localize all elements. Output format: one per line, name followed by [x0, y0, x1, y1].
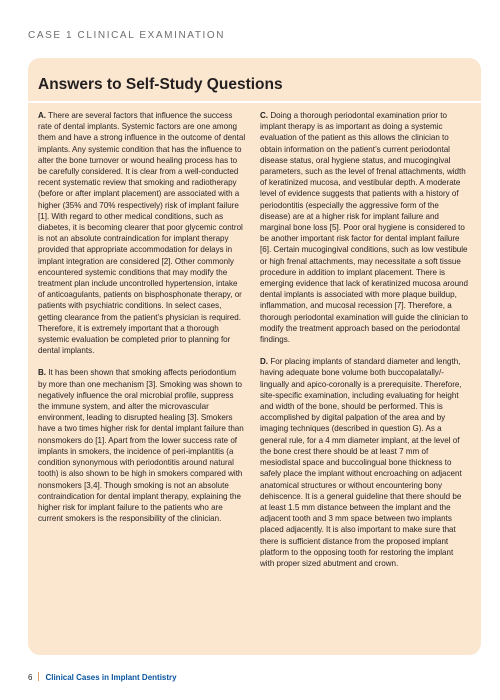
answer-c-letter: C. — [260, 111, 269, 120]
footer-separator — [38, 672, 39, 681]
left-column — [38, 110, 246, 535]
answer-b — [38, 367, 246, 524]
answer-a-text: There are several factors that influence the success rate of dental implants. Systemic factors are one among them and have a strong influence in the outcome of dental implants. Any systemic condition that has the influence to alter the bone turnover or wound healing process has to be carefully considered. It is clear from a well-conducted recent systematic review that smoking and radiotherapy (before or after implant placement) are associated with a higher (35% and 70% respectively) risk of implant failure [1]. With regard to other medical conditions, such as diabetes, it is becoming clearer that poor glycemic control is not an absolute contraindication for implant therapy provided that appropriate accommodation for delays in implant integration are considered [2]. Other commonly encountered systemic conditions that may modify the treatment plan include uncontrolled hypertension, intake of anticoagulants, patients on bisphosphonate therapy, or patients with psychiatric conditions. In select cases, getting clearance from the patient’s physician is required. Therefore, it is extremely important that a thorough systemic evaluation be completed prior to planning for dental implants. — [38, 111, 246, 356]
answer-b-text: It has been shown that smoking affects periodontium by more than one mechanism [3]. Smoking was shown to negatively influence the oral microbial profile, suppress the immune system, and alter the microvascular environment, leading to disrupted healing [3]. Smokers have a two times higher risk for dental implant failure than nonsmokers do [1]. Apart from the lower success rate of implants in smokers, the incidence of peri-implantitis (a condition synonymous with periodontitis around natural tooth) is also shown to be high in smokers compared with nonsmokers [3,4]. Though smoking is not an absolute contraindication for dental implant therapy, explaining the higher risk for implant failure to the patients who are current smokers is the responsibility of the clinician. — [38, 368, 244, 524]
section-title: Answers to Self-Study Questions — [38, 76, 283, 93]
page-footer — [28, 672, 177, 682]
title-divider — [28, 101, 481, 103]
book-title: Clinical Cases in Implant Dentistry — [45, 673, 177, 682]
answer-d-letter: D. — [260, 357, 269, 367]
answer-d-text: For placing implants of standard diameter and length, having adequate bone volume both buccopalatally/-lingually and apico-coronally is a prerequisite. Therefore, site-specific examination, including evaluating for height and width of the bone, should be performed. This is accomplished by digital palpation of the area and by imaging techniques (described in question G). As a general rule, for a 4 mm diameter implant, at the level of the bone crest there should be at least 7 mm of mesiodistal space and buccolingual bone thickness to safely place the implant without encroaching on adjacent anatomical structures or without encountering bony dehiscence. It is a general guideline that there should be at least 1.5 mm distance between the implant and the adjacent tooth and 3 mm space between two implants placed adjacently. It is also important to make sure that there is sufficient distance from the proposed implant platform to the opposing tooth for restoring the implant with proper sized abutment and crown. — [260, 357, 462, 568]
answer-a — [38, 110, 246, 356]
right-column — [260, 110, 468, 580]
running-head: CASE 1 CLINICAL EXAMINATION — [28, 30, 226, 41]
answer-d — [260, 356, 468, 569]
answer-c-text: Doing a thorough periodontal examination prior to implant therapy is as important as doing a systemic evaluation of the patient as this allows the clinician to obtain information on the patient’s current periodontal disease status, oral hygiene status, and mucogingival parameters, such as the level of frenal attachments, width of keratinized mucosa, and vestibular depth. A moderate level of evidence suggests that patients with a history of periodontitis (especially the aggressive form of the disease) are at a higher risk for implant failure and marginal bone loss [5]. Poor oral hygiene is considered to be another important risk factor for dental implant failure [6]. Certain mucogingival conditions, such as low vestibule or high frenal attachments, may necessitate a soft tissue procedure in addition to implant placement. There is emerging evidence that lack of keratinized mucosa around dental implants is associated with more plaque buildup, inflammation, and mucosal recession [7]. Therefore, a thorough periodontal examination will guide the clinician to modify the treatment approach based on the periodontal findings. — [260, 111, 469, 345]
answer-b-letter: B. — [38, 368, 47, 378]
answer-c — [260, 110, 468, 345]
page-number: 6 — [28, 673, 33, 682]
answer-a-letter: A. — [38, 111, 47, 120]
